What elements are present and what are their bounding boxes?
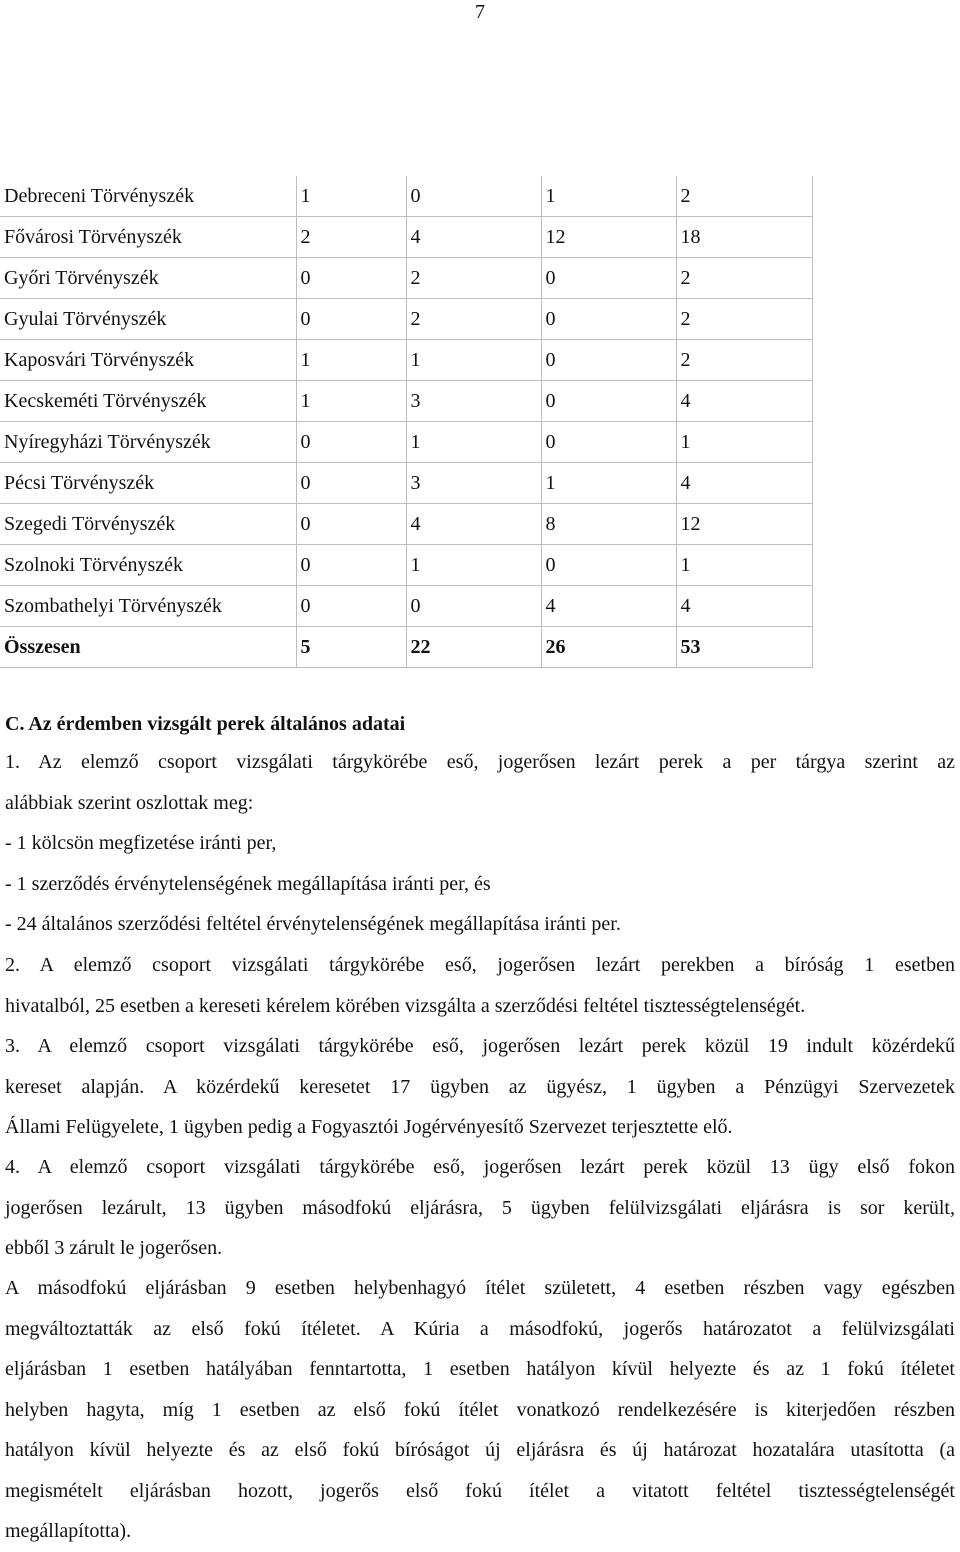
value-cell: 1 [406, 422, 541, 463]
value-cell: 0 [406, 176, 541, 217]
value-cell: 2 [296, 217, 406, 258]
value-cell: 4 [676, 586, 812, 627]
value-cell: 1 [541, 463, 676, 504]
court-name-cell: Pécsi Törvényszék [0, 463, 296, 504]
value-cell: 3 [406, 381, 541, 422]
value-cell: 4 [406, 217, 541, 258]
table-row [0, 340, 812, 381]
value-cell: 0 [541, 422, 676, 463]
text-line: A másodfokú eljárásban 9 esetben helybenhagyó ítélet született, 4 esetben részben vagy egészben [5, 1277, 955, 1299]
court-name-cell: Szombathelyi Törvényszék [0, 586, 296, 627]
table-row [0, 217, 812, 258]
table-total-row [0, 627, 812, 668]
list-item: - 1 szerződés érvénytelenségének megállapítása iránti per, és [5, 872, 491, 895]
value-cell: 2 [406, 299, 541, 340]
table-row [0, 545, 812, 586]
value-cell: 0 [541, 299, 676, 340]
value-cell: 1 [296, 381, 406, 422]
value-cell: 0 [296, 299, 406, 340]
value-cell: 2 [676, 176, 812, 217]
table-row [0, 258, 812, 299]
text-line: eljárásban 1 esetben hatályában fenntartotta, 1 esetben hatályon kívül helyezte és az 1 fokú ítéletet [5, 1358, 955, 1380]
text-line: helyben hagyta, míg 1 esetben az első fokú ítélet vonatkozó rendelkezésére is kiterjedően részben [5, 1398, 955, 1421]
text-line: megállapította). [5, 1520, 132, 1542]
court-name-cell: Szegedi Törvényszék [0, 504, 296, 545]
text-line: megismételt eljárásban hozott, jogerős első fokú ítélet a vitatott feltétel tisztességtelenségét [5, 1479, 955, 1502]
table-row [0, 586, 812, 627]
value-cell: 18 [676, 217, 812, 258]
court-name-cell: Gyulai Törvényszék [0, 299, 296, 340]
court-name-cell: Győri Törvényszék [0, 258, 296, 299]
value-cell: 4 [676, 463, 812, 504]
value-cell: 0 [541, 545, 676, 586]
text-line: 4. A elemző csoport vizsgálati tárgykörébe eső, jogerősen lezárt perek közül 13 ügy első fokon [5, 1156, 955, 1178]
value-cell: 53 [676, 627, 812, 668]
paragraph-2 [5, 945, 955, 1026]
value-cell: 1 [296, 176, 406, 217]
value-cell: 1 [541, 176, 676, 217]
value-cell: 4 [676, 381, 812, 422]
table-row [0, 504, 812, 545]
court-name-cell: Kaposvári Törvényszék [0, 340, 296, 381]
paragraph-5 [5, 1268, 955, 1552]
section-heading: C. Az érdemben vizsgált perek általános adatai [5, 713, 406, 735]
value-cell: 26 [541, 627, 676, 668]
value-cell: 2 [676, 340, 812, 381]
value-cell: 0 [296, 258, 406, 299]
court-name-cell: Összesen [0, 627, 296, 668]
list-item: - 1 kölcsön megfizetése iránti per, [5, 832, 277, 854]
value-cell: 1 [406, 340, 541, 381]
value-cell: 0 [296, 463, 406, 504]
value-cell: 5 [296, 627, 406, 668]
text-line: megváltoztatták az első fokú ítéletet. A Kúria a másodfokú, jogerős határozatot a felülvizsgálati [5, 1317, 955, 1340]
paragraph-3 [5, 1026, 955, 1148]
value-cell: 1 [296, 340, 406, 381]
value-cell: 0 [296, 422, 406, 463]
list-item: - 24 általános szerződési feltétel érvénytelenségének megállapítása iránti per. [5, 913, 621, 935]
text-line: 1. Az elemző csoport vizsgálati tárgykörébe eső, jogerősen lezárt perek a per tárgya szerint az [5, 751, 955, 773]
text-line: alábbiak szerint oszlottak meg: [5, 791, 254, 814]
court-name-cell: Fővárosi Törvényszék [0, 217, 296, 258]
table-row [0, 176, 812, 217]
paragraph-4 [5, 1147, 955, 1269]
value-cell: 4 [406, 504, 541, 545]
text-line: hivatalból, 25 esetben a kereseti kérelem körében vizsgálta a szerződési feltétel tisztességtelenségét. [5, 994, 806, 1017]
text-line: kereset alapján. A közérdekű keresetet 17 ügyben az ügyész, 1 ügyben a Pénzügyi Szervezetek [5, 1075, 955, 1098]
value-cell: 0 [406, 586, 541, 627]
text-line: 3. A elemző csoport vizsgálati tárgykörébe eső, jogerősen lezárt perek közül 19 indult közérdekű [5, 1035, 955, 1057]
value-cell: 0 [296, 504, 406, 545]
table-row [0, 463, 812, 504]
paragraph-1 [5, 742, 955, 945]
value-cell: 4 [541, 586, 676, 627]
value-cell: 0 [541, 381, 676, 422]
value-cell: 3 [406, 463, 541, 504]
court-name-cell: Kecskeméti Törvényszék [0, 381, 296, 422]
value-cell: 8 [541, 504, 676, 545]
value-cell: 12 [676, 504, 812, 545]
text-line: jogerősen lezárult, 13 ügyben másodfokú eljárásra, 5 ügyben felülvizsgálati eljárásra is sor került, [5, 1196, 955, 1219]
text-line: hatályon kívül helyezte és az első fokú bíróságot új eljárásra és új határozat hozatalára utasította (a [5, 1439, 955, 1461]
value-cell: 0 [541, 340, 676, 381]
text-line: 2. A elemző csoport vizsgálati tárgykörébe eső, jogerősen lezárt perekben a bíróság 1 esetben [5, 954, 955, 976]
value-cell: 1 [676, 545, 812, 586]
value-cell: 22 [406, 627, 541, 668]
value-cell: 1 [406, 545, 541, 586]
table-row [0, 381, 812, 422]
court-statistics-table [0, 176, 813, 668]
value-cell: 2 [676, 258, 812, 299]
value-cell: 2 [676, 299, 812, 340]
table-row [0, 299, 812, 340]
page-number: 7 [475, 1, 485, 23]
value-cell: 0 [296, 586, 406, 627]
court-name-cell: Nyíregyházi Törvényszék [0, 422, 296, 463]
court-name-cell: Debreceni Törvényszék [0, 176, 296, 217]
value-cell: 2 [406, 258, 541, 299]
text-line: ebből 3 zárult le jogerősen. [5, 1237, 223, 1259]
value-cell: 1 [676, 422, 812, 463]
value-cell: 0 [541, 258, 676, 299]
value-cell: 0 [296, 545, 406, 586]
table-row [0, 422, 812, 463]
court-name-cell: Szolnoki Törvényszék [0, 545, 296, 586]
value-cell: 12 [541, 217, 676, 258]
text-line: Állami Felügyelete, 1 ügyben pedig a Fogyasztói Jogérvényesítő Szervezet terjesztette elő. [5, 1116, 733, 1138]
